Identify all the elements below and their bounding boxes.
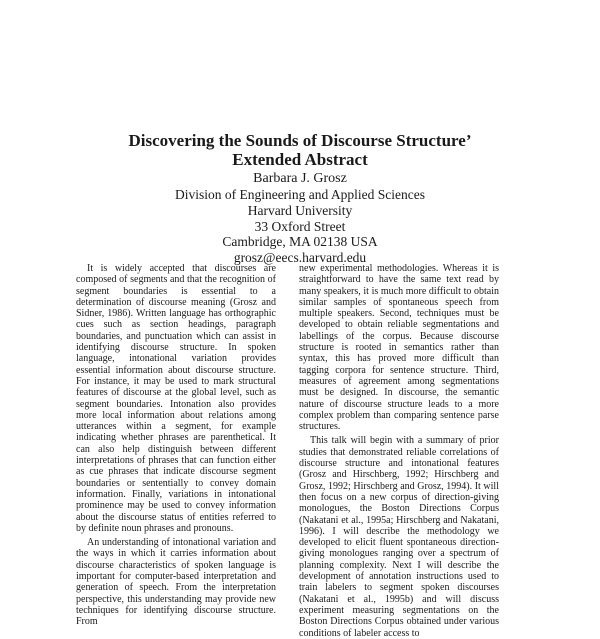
- author-university: Harvard University: [247, 203, 353, 218]
- body-column-left: [76, 263, 276, 628]
- body-paragraph: new experimental methodologies. Whereas it is straightforward to have the same text read by many speakers, it is much more difficult to obtain similar samples of spontaneous speech from multiple speakers. Second, techniques must be developed to obtain reliable segmentations and labellings of the corpus. Because discourse structure is rooted in semantics rather than syntax, this has proved more difficult than tagging corpora for sentence structure. Third, measures of agreement among segmentations must be designed. In discourse, the semantic nature of discourse structure leads to a more complex problem than comparing sentence parse structures.: [299, 263, 499, 433]
- author-affiliation: Division of Engineering and Applied Sciences: [174, 187, 426, 202]
- body-column-right: [299, 263, 499, 639]
- body-paragraph: An understanding of intonational variation and the ways in which it carries information about discourse characteristics of spoken language is important for computer-based interpretation and generation of speech. From the interpretation perspective, this understanding may provide new techniques for identifying discourse structure. From: [76, 537, 276, 628]
- author-street: 33 Oxford Street: [254, 219, 346, 234]
- body-paragraph: This talk will begin with a summary of prior studies that demonstrated reliable correlations of discourse structure and intonational features (Grosz and Hirschberg, 1992; Hirschberg and Grosz, 1992; Hirschberg and Grosz, 1994). It will then focus on a new corpus of direction-giving monologues, the Boston Directions Corpus (Nakatani et al., 1995a; Hirschberg and Nakatani, 1996). I will describe the methodology we developed to elicit fluent spontaneous direction-giving monologues ranging over a spectrum of planning complexity. Next I will describe the development of annotation instructions used to train labelers to segment spoken discourses (Nakatani et al., 1995b) and will discuss experiment measuring segmentations on the Boston Directions Corpus obtained under various conditions of labeler access to: [299, 435, 499, 639]
- author-name: Barbara J. Grosz: [253, 171, 347, 186]
- paper-title: Discovering the Sounds of Discourse Structure’: [128, 131, 472, 150]
- body-paragraph: It is widely accepted that discourses are composed of segments and that the recognition of segment boundaries is essential to a determination of discourse meaning (Grosz and Sidner, 1986). Written language has orthographic cues such as section headings, paragraph boundaries, and punctuation which can assist in identifying discourse structure. In spoken language, intonational variation provides essential information about discourse structure. For instance, it may be used to mark structural features of discourse at the global level, such as segment boundaries. Intonation also provides more local information about relations among utterances within a segment, for example indicating whether phrases are parenthetical. It can also help distinguish between different interpretations of phrases that can function either as cue phrases that indicate discourse segment boundaries or sententially to convey domain information. Finally, variations in intonational prominence may be used to convey information about the discourse status of entities referred to by definite noun phrases and pronouns.: [76, 263, 276, 534]
- paper-subtitle: Extended Abstract: [232, 150, 368, 169]
- author-city: Cambridge, MA 02138 USA: [222, 234, 378, 249]
- author-email: grosz@eecs.harvard.edu: [233, 250, 367, 265]
